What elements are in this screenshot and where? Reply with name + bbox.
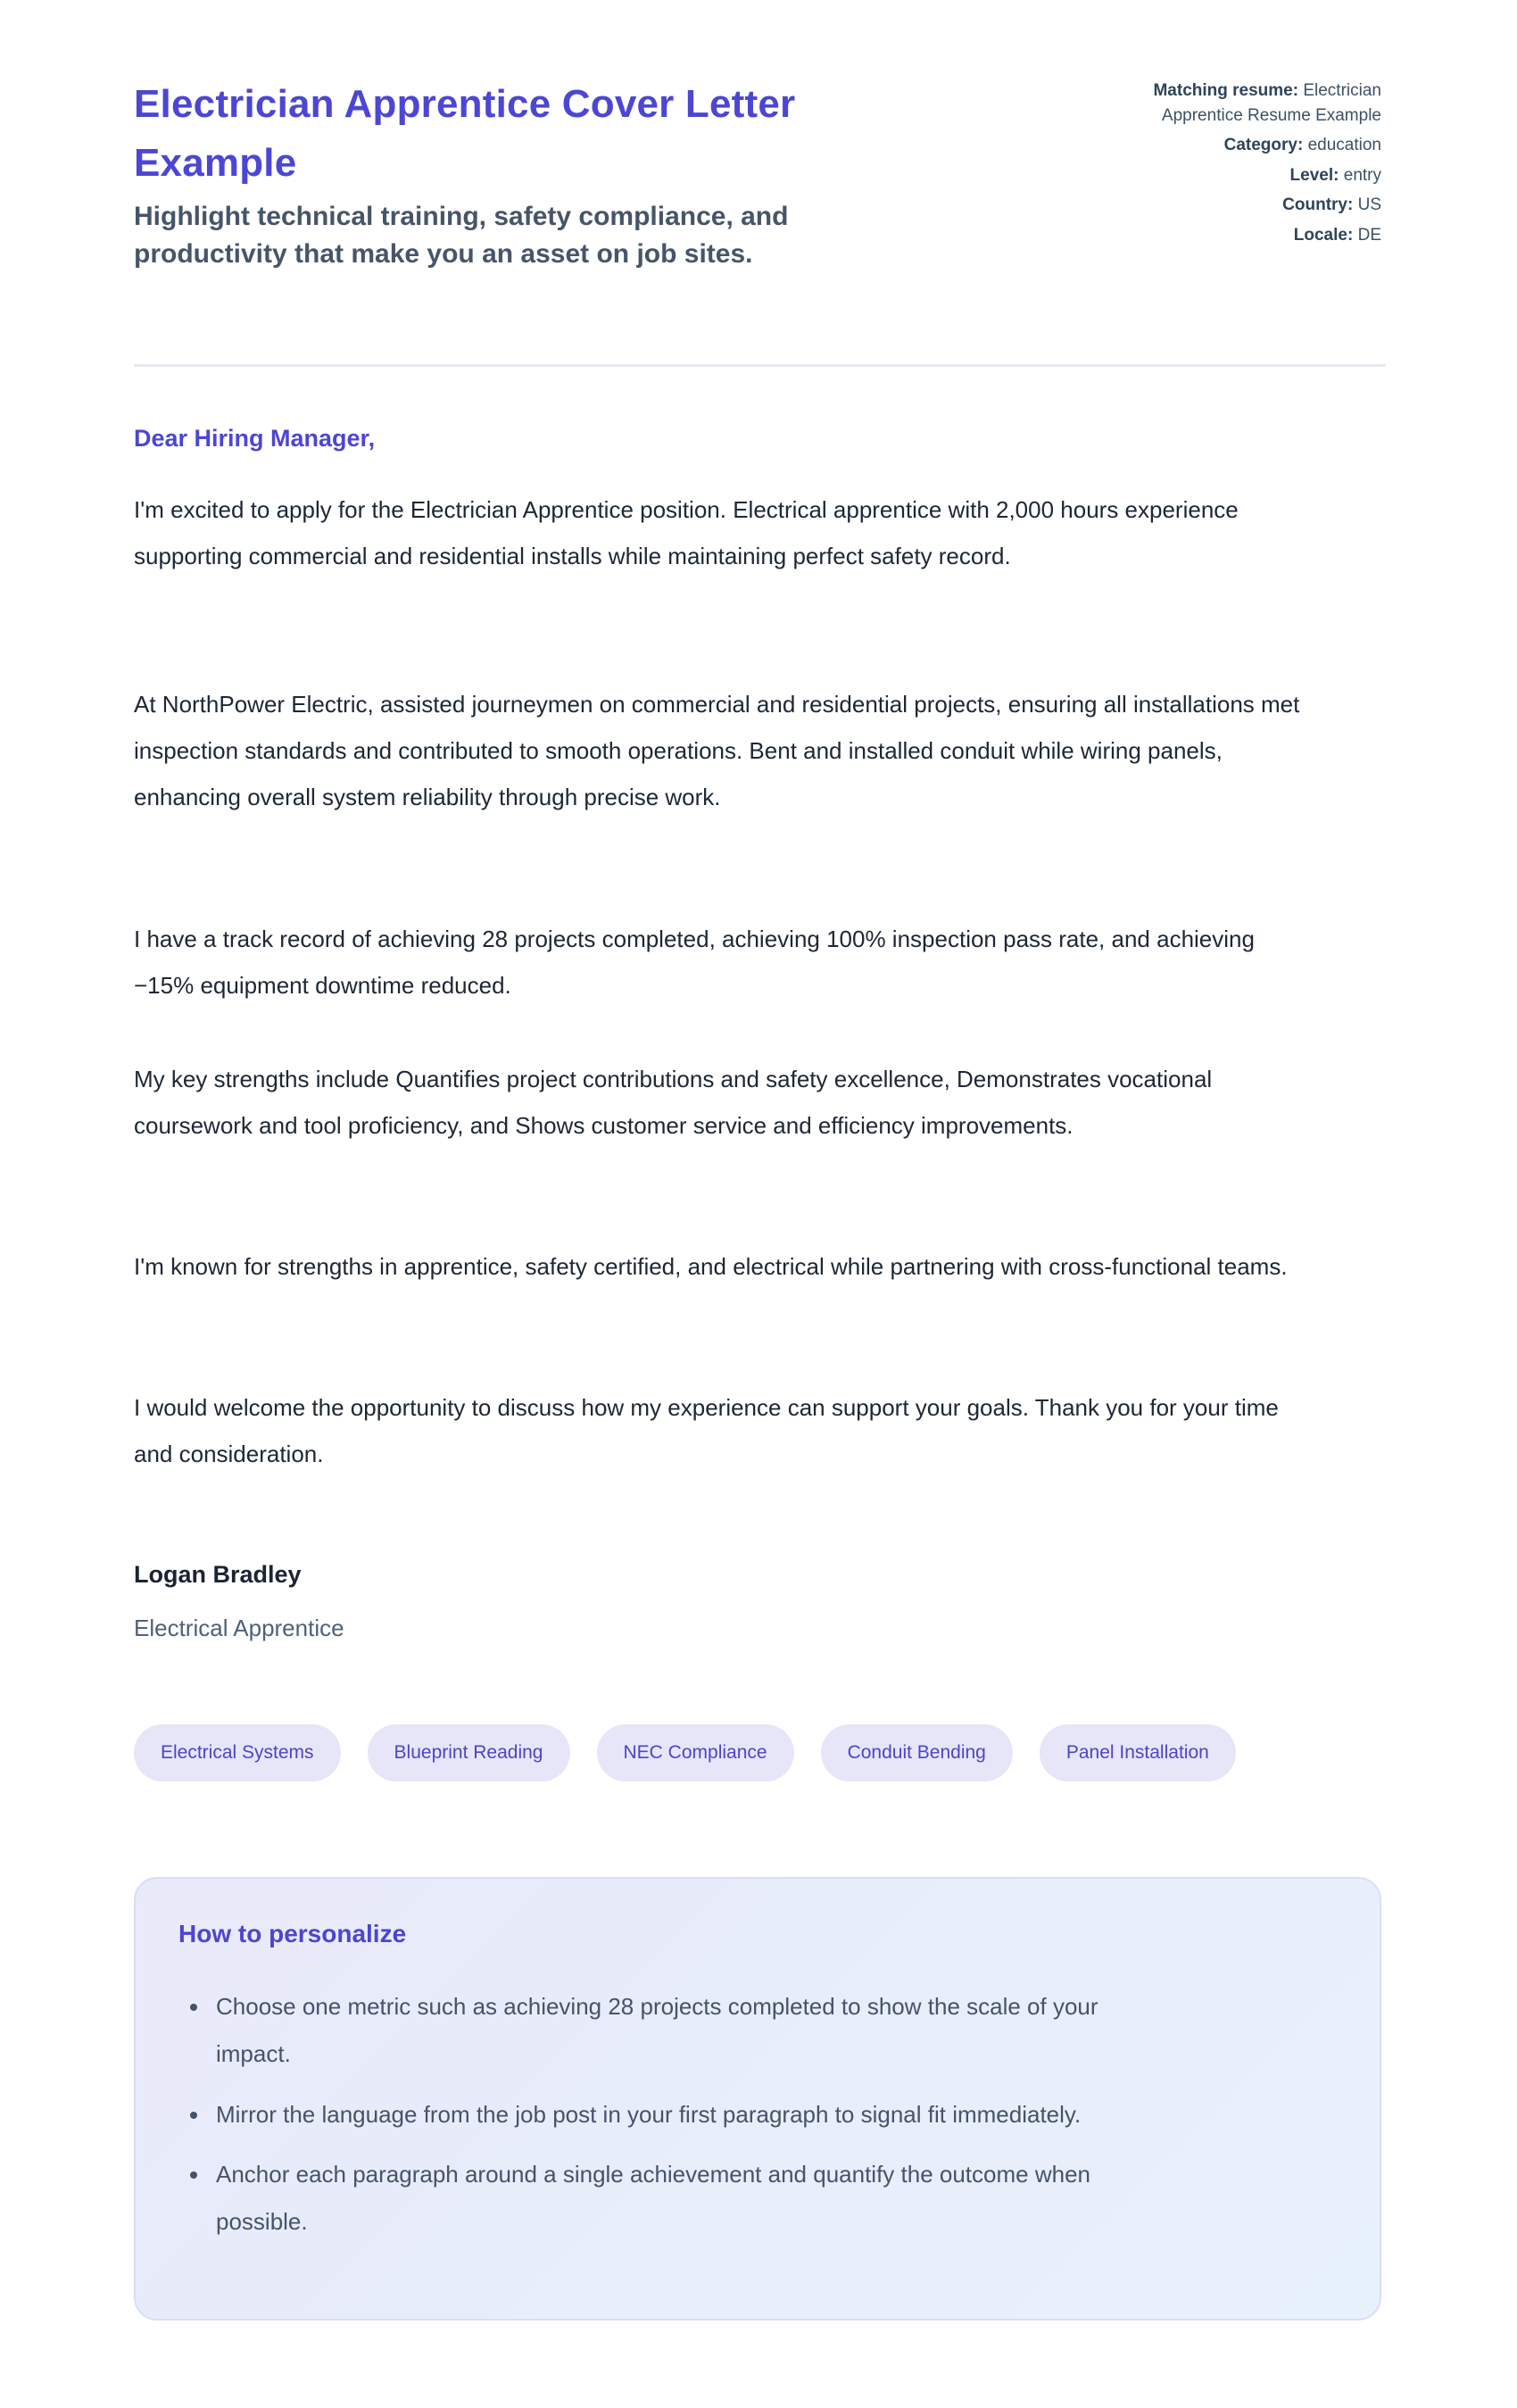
- meta-row-country: [1140, 193, 1381, 218]
- personalize-tip: • Choose one metric such as achieving 28 projects completed to show the scale of your impact.: [211, 1983, 1112, 2079]
- skill-tag-electrical-systems[interactable]: Electrical Systems: [134, 1724, 341, 1781]
- meta-label: Matching resume:: [1153, 81, 1299, 100]
- skill-tag-panel-installation[interactable]: Panel Installation: [1040, 1724, 1236, 1781]
- letter-paragraph: I would welcome the opportunity to discuss how my experience can support your goals. Thank you for your time and consideration.: [134, 1394, 1279, 1467]
- skill-tag-blueprint-reading[interactable]: Blueprint Reading: [368, 1724, 570, 1781]
- letter-paragraph: My key strengths include Quantifies project contributions and safety excellence, Demonstrates vocational coursework and tool proficiency, and Shows customer service and efficiency improvements.: [134, 1066, 1213, 1139]
- personalize-tip-list: [178, 1983, 1337, 2246]
- letter-paragraph: I have a track record of achieving 28 projects completed, achieving 100% inspection pass rate, and achieving −15% equipment downtime reduced.: [134, 926, 1255, 999]
- skill-tag-nec-compliance[interactable]: NEC Compliance: [597, 1724, 794, 1781]
- meta-value: Electrician Apprentice Resume Example: [1161, 81, 1381, 125]
- signature-role: Electrical Apprentice: [134, 1615, 344, 1641]
- meta-row-locale: [1140, 223, 1381, 248]
- meta-label: Locale:: [1293, 225, 1354, 245]
- meta-value: US: [1357, 195, 1381, 215]
- personalize-box: [134, 1877, 1381, 2321]
- letter-salutation: Dear Hiring Manager,: [134, 425, 376, 452]
- meta-value: DE: [1357, 225, 1381, 245]
- resume-meta-panel: [1140, 79, 1381, 253]
- meta-row-level: [1140, 163, 1381, 188]
- meta-value: entry: [1343, 165, 1381, 185]
- page-header: [134, 75, 991, 273]
- skill-tag-list: [134, 1724, 1236, 1781]
- letter-paragraph: I'm excited to apply for the Electrician Apprentice position. Electrical apprentice with 2,000 hours experience supporting commercial and residential installs while maintaining perfect safety record.: [134, 496, 1239, 569]
- personalize-tip: • Mirror the language from the job post in your first paragraph to signal fit immediately.: [211, 2091, 1112, 2138]
- signature-name: Logan Bradley: [134, 1561, 302, 1588]
- meta-value: education: [1307, 136, 1381, 155]
- personalize-title: How to personalize: [178, 1920, 407, 1947]
- meta-row-matching-resume: [1140, 79, 1381, 128]
- page-title: Electrician Apprentice Cover Letter Example: [134, 82, 796, 185]
- letter-paragraph: At NorthPower Electric, assisted journeymen on commercial and residential projects, ensuring all installations met inspection standards and contributed to smooth operations. Bent and installed conduit while wiring panels, enhancing overall system reliability through precise work.: [134, 691, 1300, 810]
- meta-label: Category:: [1223, 136, 1304, 155]
- meta-row-category: [1140, 133, 1381, 158]
- personalize-tip: • Anchor each paragraph around a single achievement and quantify the outcome when possible.: [211, 2151, 1112, 2246]
- letter-paragraph: I'm known for strengths in apprentice, safety certified, and electrical while partnering with cross-functional teams.: [134, 1253, 1288, 1280]
- skill-tag-conduit-bending[interactable]: Conduit Bending: [821, 1724, 1013, 1781]
- header-divider: [134, 364, 1386, 367]
- page-subtitle: Highlight technical training, safety compliance, and productivity that make you an asset on job sites.: [134, 202, 789, 269]
- meta-label: Country:: [1282, 195, 1354, 215]
- meta-label: Level:: [1289, 165, 1339, 185]
